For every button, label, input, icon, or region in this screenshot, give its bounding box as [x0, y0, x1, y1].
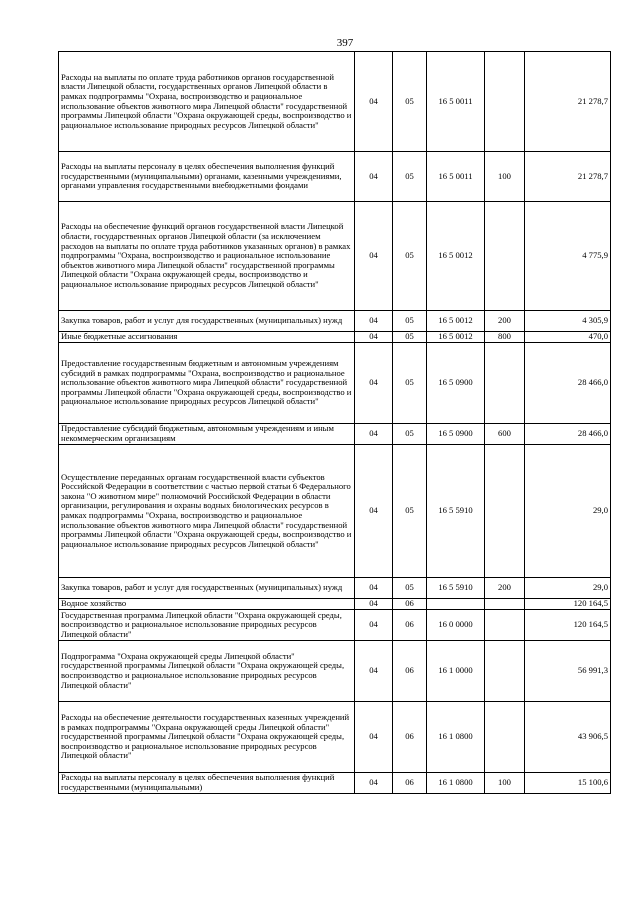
row-amount: 4 775,9 — [525, 202, 611, 311]
row-subsection: 06 — [393, 599, 427, 610]
row-amount: 56 991,3 — [525, 641, 611, 702]
row-section: 04 — [355, 311, 393, 332]
table-row — [59, 332, 611, 343]
row-description: Расходы на выплаты по оплате труда работников органов государственной власти Липецкой области, государственных органов Липецкой области в рамках подпрограммы "Охрана, воспроизводство и рациональное использование объектов животного мира Липецкой области" государственной программы Липецкой области "Охрана окружающей среды, воспроизводство и рациональное использование природных ресурсов Липецкой области" — [59, 52, 355, 152]
row-expense-type: 800 — [485, 332, 525, 343]
row-expense-type — [485, 599, 525, 610]
row-subsection: 06 — [393, 773, 427, 794]
table-row — [59, 424, 611, 445]
row-amount: 29,0 — [525, 445, 611, 578]
row-section: 04 — [355, 641, 393, 702]
table-row — [59, 702, 611, 773]
row-amount: 21 278,7 — [525, 152, 611, 202]
table-row — [59, 52, 611, 152]
row-target-article: 16 5 0011 — [427, 152, 485, 202]
row-amount: 470,0 — [525, 332, 611, 343]
row-description: Закупка товаров, работ и услуг для государственных (муниципальных) нужд — [59, 311, 355, 332]
table-row — [59, 610, 611, 641]
row-section: 04 — [355, 445, 393, 578]
row-subsection: 05 — [393, 343, 427, 424]
row-expense-type — [485, 445, 525, 578]
row-subsection: 06 — [393, 610, 427, 641]
row-expense-type: 100 — [485, 773, 525, 794]
row-section: 04 — [355, 202, 393, 311]
row-subsection: 05 — [393, 578, 427, 599]
row-target-article: 16 5 5910 — [427, 578, 485, 599]
row-target-article: 16 0 0000 — [427, 610, 485, 641]
row-expense-type: 200 — [485, 578, 525, 599]
row-description: Расходы на обеспечение деятельности государственных казенных учреждений в рамках подпрограммы "Охрана окружающей среды Липецкой области" государственной программы Липецкой области "Охрана окружающей среды, воспроизводство и рациональное использование природных ресурсов Липецкой области" — [59, 702, 355, 773]
row-description: Подпрограмма "Охрана окружающей среды Липецкой области" государственной программы Липецкой области "Охрана окружающей среды, воспроизводство и рациональное использование природных ресурсов Липецкой области" — [59, 641, 355, 702]
row-target-article: 16 5 0011 — [427, 52, 485, 152]
table-row — [59, 773, 611, 794]
row-amount: 43 906,5 — [525, 702, 611, 773]
row-amount: 120 164,5 — [525, 610, 611, 641]
row-target-article: 16 1 0000 — [427, 641, 485, 702]
table-row — [59, 599, 611, 610]
row-section: 04 — [355, 52, 393, 152]
row-target-article: 16 5 0900 — [427, 343, 485, 424]
row-target-article — [427, 599, 485, 610]
row-subsection: 05 — [393, 311, 427, 332]
row-section: 04 — [355, 424, 393, 445]
row-section: 04 — [355, 152, 393, 202]
row-description: Осуществление переданных органам государственной власти субъектов Российской Федерации в соответствии с частью первой статьи 6 Федерального закона "О животном мире" полномочий Российской Федерации в области организации, регулирования и охраны водных биологических ресурсов в рамках подпрограммы "Охрана, воспроизводство и рациональное использование объектов животного мира Липецкой области" государственной программы Липецкой области "Охрана окружающей среды, воспроизводство и рациональное использование природных ресурсов Липецкой области" — [59, 445, 355, 578]
row-expense-type: 100 — [485, 152, 525, 202]
row-description: Государственная программа Липецкой области "Охрана окружающей среды, воспроизводство и рациональное использование природных ресурсов Липецкой области" — [59, 610, 355, 641]
row-section: 04 — [355, 332, 393, 343]
table-row — [59, 641, 611, 702]
row-section: 04 — [355, 702, 393, 773]
row-amount: 4 305,9 — [525, 311, 611, 332]
row-amount: 28 466,0 — [525, 424, 611, 445]
row-target-article: 16 5 0012 — [427, 332, 485, 343]
table-row — [59, 578, 611, 599]
row-expense-type — [485, 52, 525, 152]
row-section: 04 — [355, 599, 393, 610]
page-number: 397 — [336, 37, 354, 49]
row-amount: 21 278,7 — [525, 52, 611, 152]
row-description: Расходы на выплаты персоналу в целях обеспечения выполнения функций государственными (муниципальными) органами, казенными учреждениями, органами управления государственными внебюджетными фондами — [59, 152, 355, 202]
row-section: 04 — [355, 773, 393, 794]
row-section: 04 — [355, 610, 393, 641]
row-subsection: 05 — [393, 52, 427, 152]
table-row — [59, 152, 611, 202]
table-row — [59, 311, 611, 332]
row-target-article: 16 5 0900 — [427, 424, 485, 445]
row-description: Водное хозяйство — [59, 599, 355, 610]
row-expense-type: 600 — [485, 424, 525, 445]
row-expense-type — [485, 702, 525, 773]
row-subsection: 06 — [393, 702, 427, 773]
row-amount: 120 164,5 — [525, 599, 611, 610]
row-target-article: 16 5 5910 — [427, 445, 485, 578]
table-row — [59, 202, 611, 311]
row-description: Предоставление государственным бюджетным и автономным учреждениям субсидий в рамках подпрограммы "Охрана, воспроизводство и рациональное использование объектов животного мира Липецкой области" государственной программы Липецкой области "Охрана окружающей среды, воспроизводство и рациональное использование природных ресурсов Липецкой области" — [59, 343, 355, 424]
row-target-article: 16 5 0012 — [427, 311, 485, 332]
row-description: Расходы на обеспечение функций органов государственной власти Липецкой области, государственных органов Липецкой области (за исключением расходов на выплаты по оплате труда работников указанных органов) в рамках подпрограммы "Охрана, воспроизводство и рациональное использование объектов животного мира Липецкой области" государственной программы Липецкой области "Охрана окружающей среды, воспроизводство и рациональное использование природных ресурсов Липецкой области" — [59, 202, 355, 311]
budget-table — [58, 51, 611, 794]
row-subsection: 06 — [393, 641, 427, 702]
row-subsection: 05 — [393, 332, 427, 343]
row-section: 04 — [355, 578, 393, 599]
row-description: Закупка товаров, работ и услуг для государственных (муниципальных) нужд — [59, 578, 355, 599]
row-subsection: 05 — [393, 202, 427, 311]
budget-table-body — [59, 52, 611, 794]
row-description: Расходы на выплаты персоналу в целях обеспечения выполнения функций государственными (муниципальными) — [59, 773, 355, 794]
row-expense-type — [485, 202, 525, 311]
row-subsection: 05 — [393, 152, 427, 202]
row-amount: 28 466,0 — [525, 343, 611, 424]
row-expense-type: 200 — [485, 311, 525, 332]
row-target-article: 16 1 0800 — [427, 702, 485, 773]
row-target-article: 16 5 0012 — [427, 202, 485, 311]
table-row — [59, 343, 611, 424]
table-row — [59, 445, 611, 578]
row-expense-type — [485, 610, 525, 641]
row-amount: 15 100,6 — [525, 773, 611, 794]
row-amount: 29,0 — [525, 578, 611, 599]
row-expense-type — [485, 641, 525, 702]
row-description: Предоставление субсидий бюджетным, автономным учреждениям и иным некоммерческим организациям — [59, 424, 355, 445]
row-description: Иные бюджетные ассигнования — [59, 332, 355, 343]
row-target-article: 16 1 0800 — [427, 773, 485, 794]
row-subsection: 05 — [393, 424, 427, 445]
row-section: 04 — [355, 343, 393, 424]
row-subsection: 05 — [393, 445, 427, 578]
row-expense-type — [485, 343, 525, 424]
